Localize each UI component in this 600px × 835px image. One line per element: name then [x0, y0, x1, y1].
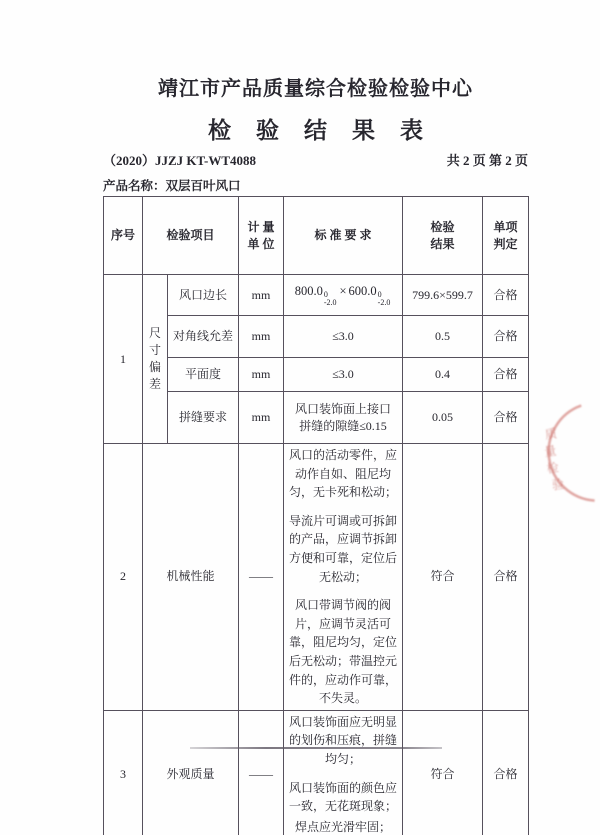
item-result: 0.4 — [403, 358, 483, 392]
table-row — [104, 392, 529, 444]
item-name: 对角线允差 — [168, 316, 239, 358]
org-title: 靖江市产品质量综合检验检验中心 — [158, 78, 473, 100]
item-name: 拼缝要求 — [168, 392, 239, 444]
header-result: 检验 结果 — [403, 197, 483, 275]
table-row — [104, 444, 529, 711]
meta-row — [103, 150, 528, 169]
item-result: 符合 — [403, 710, 483, 835]
item-standard: ≤3.0 — [284, 316, 403, 358]
item-unit: mm — [239, 392, 284, 444]
seq-2: 2 — [104, 444, 143, 711]
inspection-results-table — [103, 196, 529, 835]
item-name: 机械性能 — [143, 444, 239, 711]
seq-3: 3 — [104, 710, 143, 835]
item-judgment: 合格 — [483, 275, 529, 316]
header-standard: 标 准 要 求 — [284, 197, 403, 275]
item-standard: 风口装饰面应无明显的划伤和压痕，拼缝均匀； 风口装饰面的颜色应一致，无花斑现象； 焊点应光滑牢固； — [284, 710, 403, 835]
item-standard: ≤3.0 — [284, 358, 403, 392]
official-seal-partial — [522, 392, 600, 522]
item-unit: mm — [239, 275, 284, 316]
table-header-row — [104, 197, 529, 275]
item-judgment: 合格 — [483, 444, 529, 711]
item-result: 符合 — [403, 444, 483, 711]
table-row — [104, 275, 529, 316]
seal-char: 验 — [551, 476, 565, 493]
item-standard: 风口的活动零件，应动作自如、阻尼均匀，无卡死和松动； 导流片可调或可拆卸的产品，应调节拆卸方便和可靠，定位后无松动； 风口带调节阀的阀片，应调节灵活可靠，阻尼均匀，定位后无松动；带温控元件的，应动作可靠，不失灵。 — [284, 444, 403, 711]
header-item: 检验项目 — [143, 197, 239, 275]
header-judgment: 单项 判定 — [483, 197, 529, 275]
pagination: 共 2 页 第 2 页 — [446, 153, 528, 168]
footer-separator-line — [190, 747, 442, 749]
seal-char: 检 — [545, 460, 560, 476]
doc-title: 检验结果表 — [208, 118, 448, 143]
category-dimension-deviation: 尺 寸 偏 差 — [143, 275, 168, 444]
table-row — [104, 316, 529, 358]
table-row — [104, 710, 529, 835]
item-judgment: 合格 — [483, 392, 529, 444]
seq-1: 1 — [104, 275, 143, 444]
item-unit: —— — [239, 710, 284, 835]
item-name: 外观质量 — [143, 710, 239, 835]
product-name: 产品名称：双层百叶风口 — [103, 179, 241, 193]
item-standard: 风口装饰面上接口拼缝的隙缝≤0.15 — [284, 392, 403, 444]
item-judgment: 合格 — [483, 710, 529, 835]
item-name: 平面度 — [168, 358, 239, 392]
item-unit: mm — [239, 316, 284, 358]
item-unit: —— — [239, 444, 284, 711]
seal-char: 质 — [544, 426, 558, 442]
item-standard: 800.0 0 -2.0 × 600.0 0 -2.0 — [284, 275, 403, 316]
item-unit: mm — [239, 358, 284, 392]
item-result: 0.5 — [403, 316, 483, 358]
item-judgment: 合格 — [483, 316, 529, 358]
tolerance-stack: 0 -2.0 — [377, 289, 391, 307]
seal-char: 量 — [543, 443, 558, 460]
item-result: 0.05 — [403, 392, 483, 444]
report-number: （2020）JJZJ KT-WT4088 — [103, 153, 257, 168]
table-row — [104, 358, 529, 392]
tolerance-stack: 0 -2.0 — [323, 289, 337, 307]
header-seq: 序号 — [104, 197, 143, 275]
item-judgment: 合格 — [483, 358, 529, 392]
item-result: 799.6×599.7 — [403, 275, 483, 316]
header-unit: 计 量 单 位 — [239, 197, 284, 275]
item-name: 风口边长 — [168, 275, 239, 316]
